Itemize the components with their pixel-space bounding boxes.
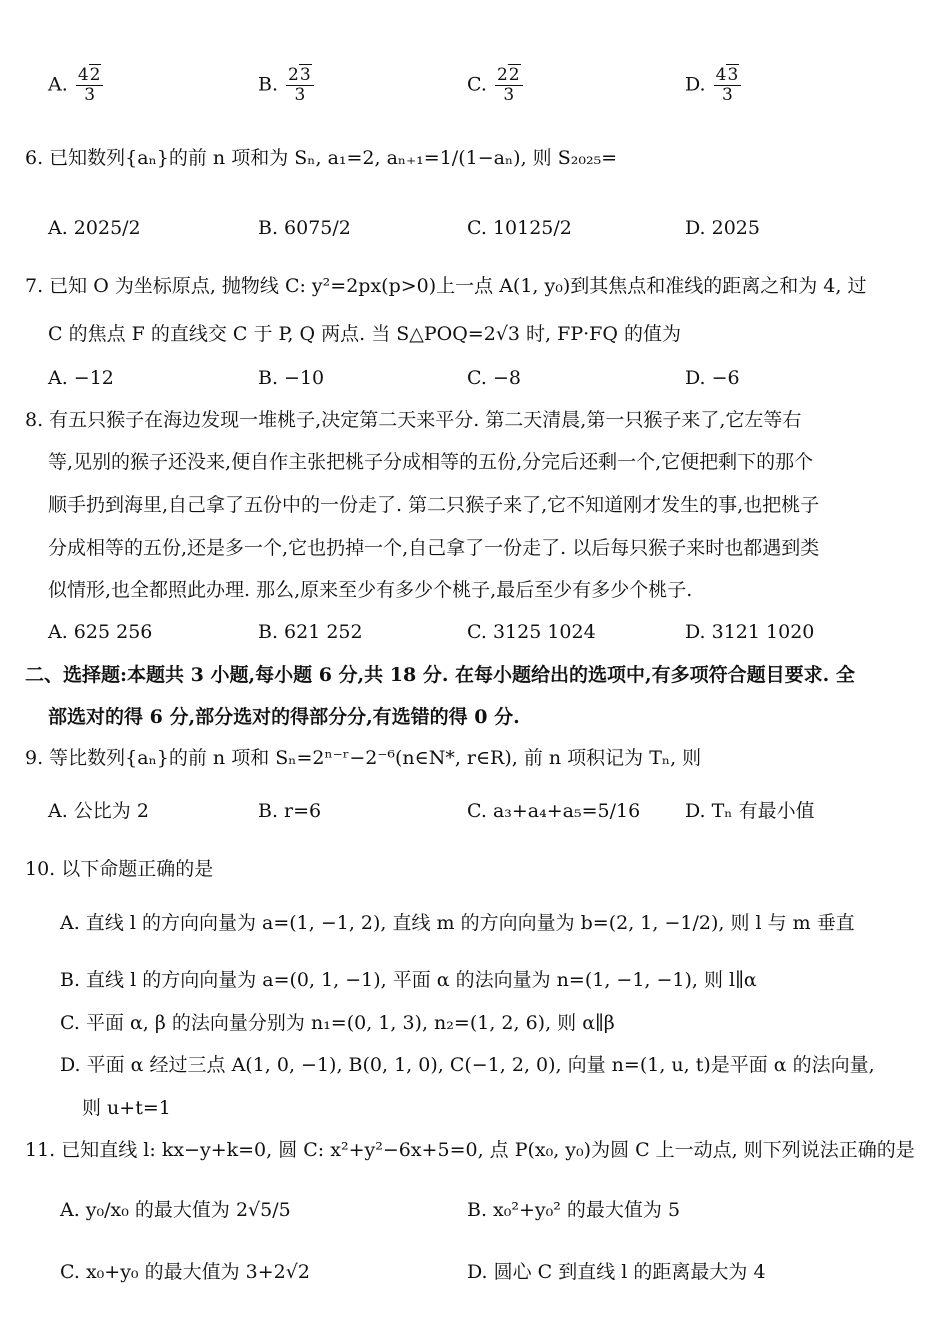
q5-option-d: D. $\frac{43}{3}$	[685, 66, 743, 105]
q8-option-a: A. 625 256	[48, 621, 153, 643]
q6-stem: 6. 已知数列{aₙ}的前 n 项和为 Sₙ, a₁=2, aₙ₊₁=1/(1−aₙ), 则 S₂₀₂₅=	[25, 147, 618, 169]
q9-stem: 9. 等比数列{aₙ}的前 n 项和 Sₙ=2ⁿ⁻ʳ−2⁻⁶(n∈N*, r∈R), 前 n 项积记为 Tₙ, 则	[25, 747, 702, 769]
q10-option-d-line2: 则 u+t=1	[82, 1097, 171, 1119]
q7-option-d: D. −6	[685, 367, 740, 389]
q7-stem-line2: C 的焦点 F 的直线交 C 于 P, Q 两点. 当 S△POQ=2√3 时, FP·FQ 的值为	[48, 323, 681, 345]
q8-line3: 顺手扔到海里,自己拿了五份中的一份走了. 第二只猴子来了,它不知道刚才发生的事,也把桃子	[48, 494, 820, 516]
q11-option-a: A. y₀/x₀ 的最大值为 2√5/5	[60, 1199, 291, 1221]
q10-option-d-line1: D. 平面 α 经过三点 A(1, 0, −1), B(0, 1, 0), C(−1, 2, 0), 向量 n=(1, u, t)是平面 α 的法向量,	[60, 1054, 875, 1076]
section2-heading-line1: 二、选择题:本题共 3 小题,每小题 6 分,共 18 分. 在每小题给出的选项中,有多项符合题目要求. 全	[25, 664, 855, 686]
q10-option-b: B. 直线 l 的方向向量为 a=(0, 1, −1), 平面 α 的法向量为 n=(1, −1, −1), 则 l∥α	[60, 969, 757, 991]
q10-stem: 10. 以下命题正确的是	[25, 858, 214, 880]
q9-option-a: A. 公比为 2	[48, 800, 149, 822]
q8-line2: 等,见别的猴子还没来,便自作主张把桃子分成相等的五份,分完后还剩一个,它便把剩下的那个	[48, 451, 814, 473]
q6-option-a: A. 2025/2	[48, 217, 141, 239]
q10-option-c: C. 平面 α, β 的法向量分别为 n₁=(0, 1, 3), n₂=(1, 2, 6), 则 α∥β	[60, 1012, 615, 1034]
q9-option-c: C. a₃+a₄+a₅=5/16	[467, 800, 641, 822]
q8-line5: 似情形,也全都照此办理. 那么,原来至少有多少个桃子,最后至少有多少个桃子.	[48, 579, 693, 601]
q5-option-b: B. $\frac{23}{3}$	[258, 66, 316, 105]
q6-option-b: B. 6075/2	[258, 217, 351, 239]
q7-option-b: B. −10	[258, 367, 325, 389]
q8-line1: 8. 有五只猴子在海边发现一堆桃子,决定第二天来平分. 第二天清晨,第一只猴子来了,它左等右	[25, 409, 802, 431]
q6-option-d: D. 2025	[685, 217, 760, 239]
section2-heading-line2: 部选对的得 6 分,部分选对的得部分分,有选错的得 0 分.	[48, 706, 520, 728]
q10-option-a: A. 直线 l 的方向向量为 a=(1, −1, 2), 直线 m 的方向向量为 b=(2, 1, −1/2), 则 l 与 m 垂直	[60, 912, 855, 934]
q5-option-c: C. $\frac{22}{3}$	[467, 66, 525, 105]
q11-stem: 11. 已知直线 l: kx−y+k=0, 圆 C: x²+y²−6x+5=0, 点 P(x₀, y₀)为圆 C 上一动点, 则下列说法正确的是	[25, 1139, 915, 1161]
q8-option-d: D. 3121 1020	[685, 621, 815, 643]
q7-option-c: C. −8	[467, 367, 521, 389]
q9-option-d: D. Tₙ 有最小值	[685, 800, 815, 822]
q8-option-c: C. 3125 1024	[467, 621, 596, 643]
q6-option-c: C. 10125/2	[467, 217, 572, 239]
q9-option-b: B. r=6	[258, 800, 322, 822]
q5-option-a: A. $\frac{42}{3}$	[48, 66, 105, 105]
q11-option-d: D. 圆心 C 到直线 l 的距离最大为 4	[467, 1261, 766, 1283]
q7-stem-line1: 7. 已知 O 为坐标原点, 抛物线 C: y²=2px(p>0)上一点 A(1, y₀)到其焦点和准线的距离之和为 4, 过	[25, 275, 867, 297]
q11-option-b: B. x₀²+y₀² 的最大值为 5	[467, 1199, 681, 1221]
q11-option-c: C. x₀+y₀ 的最大值为 3+2√2	[60, 1261, 310, 1283]
q8-line4: 分成相等的五份,还是多一个,它也扔掉一个,自己拿了一份走了. 以后每只猴子来时也都遇到类	[48, 537, 820, 559]
q8-option-b: B. 621 252	[258, 621, 363, 643]
q7-option-a: A. −12	[48, 367, 114, 389]
